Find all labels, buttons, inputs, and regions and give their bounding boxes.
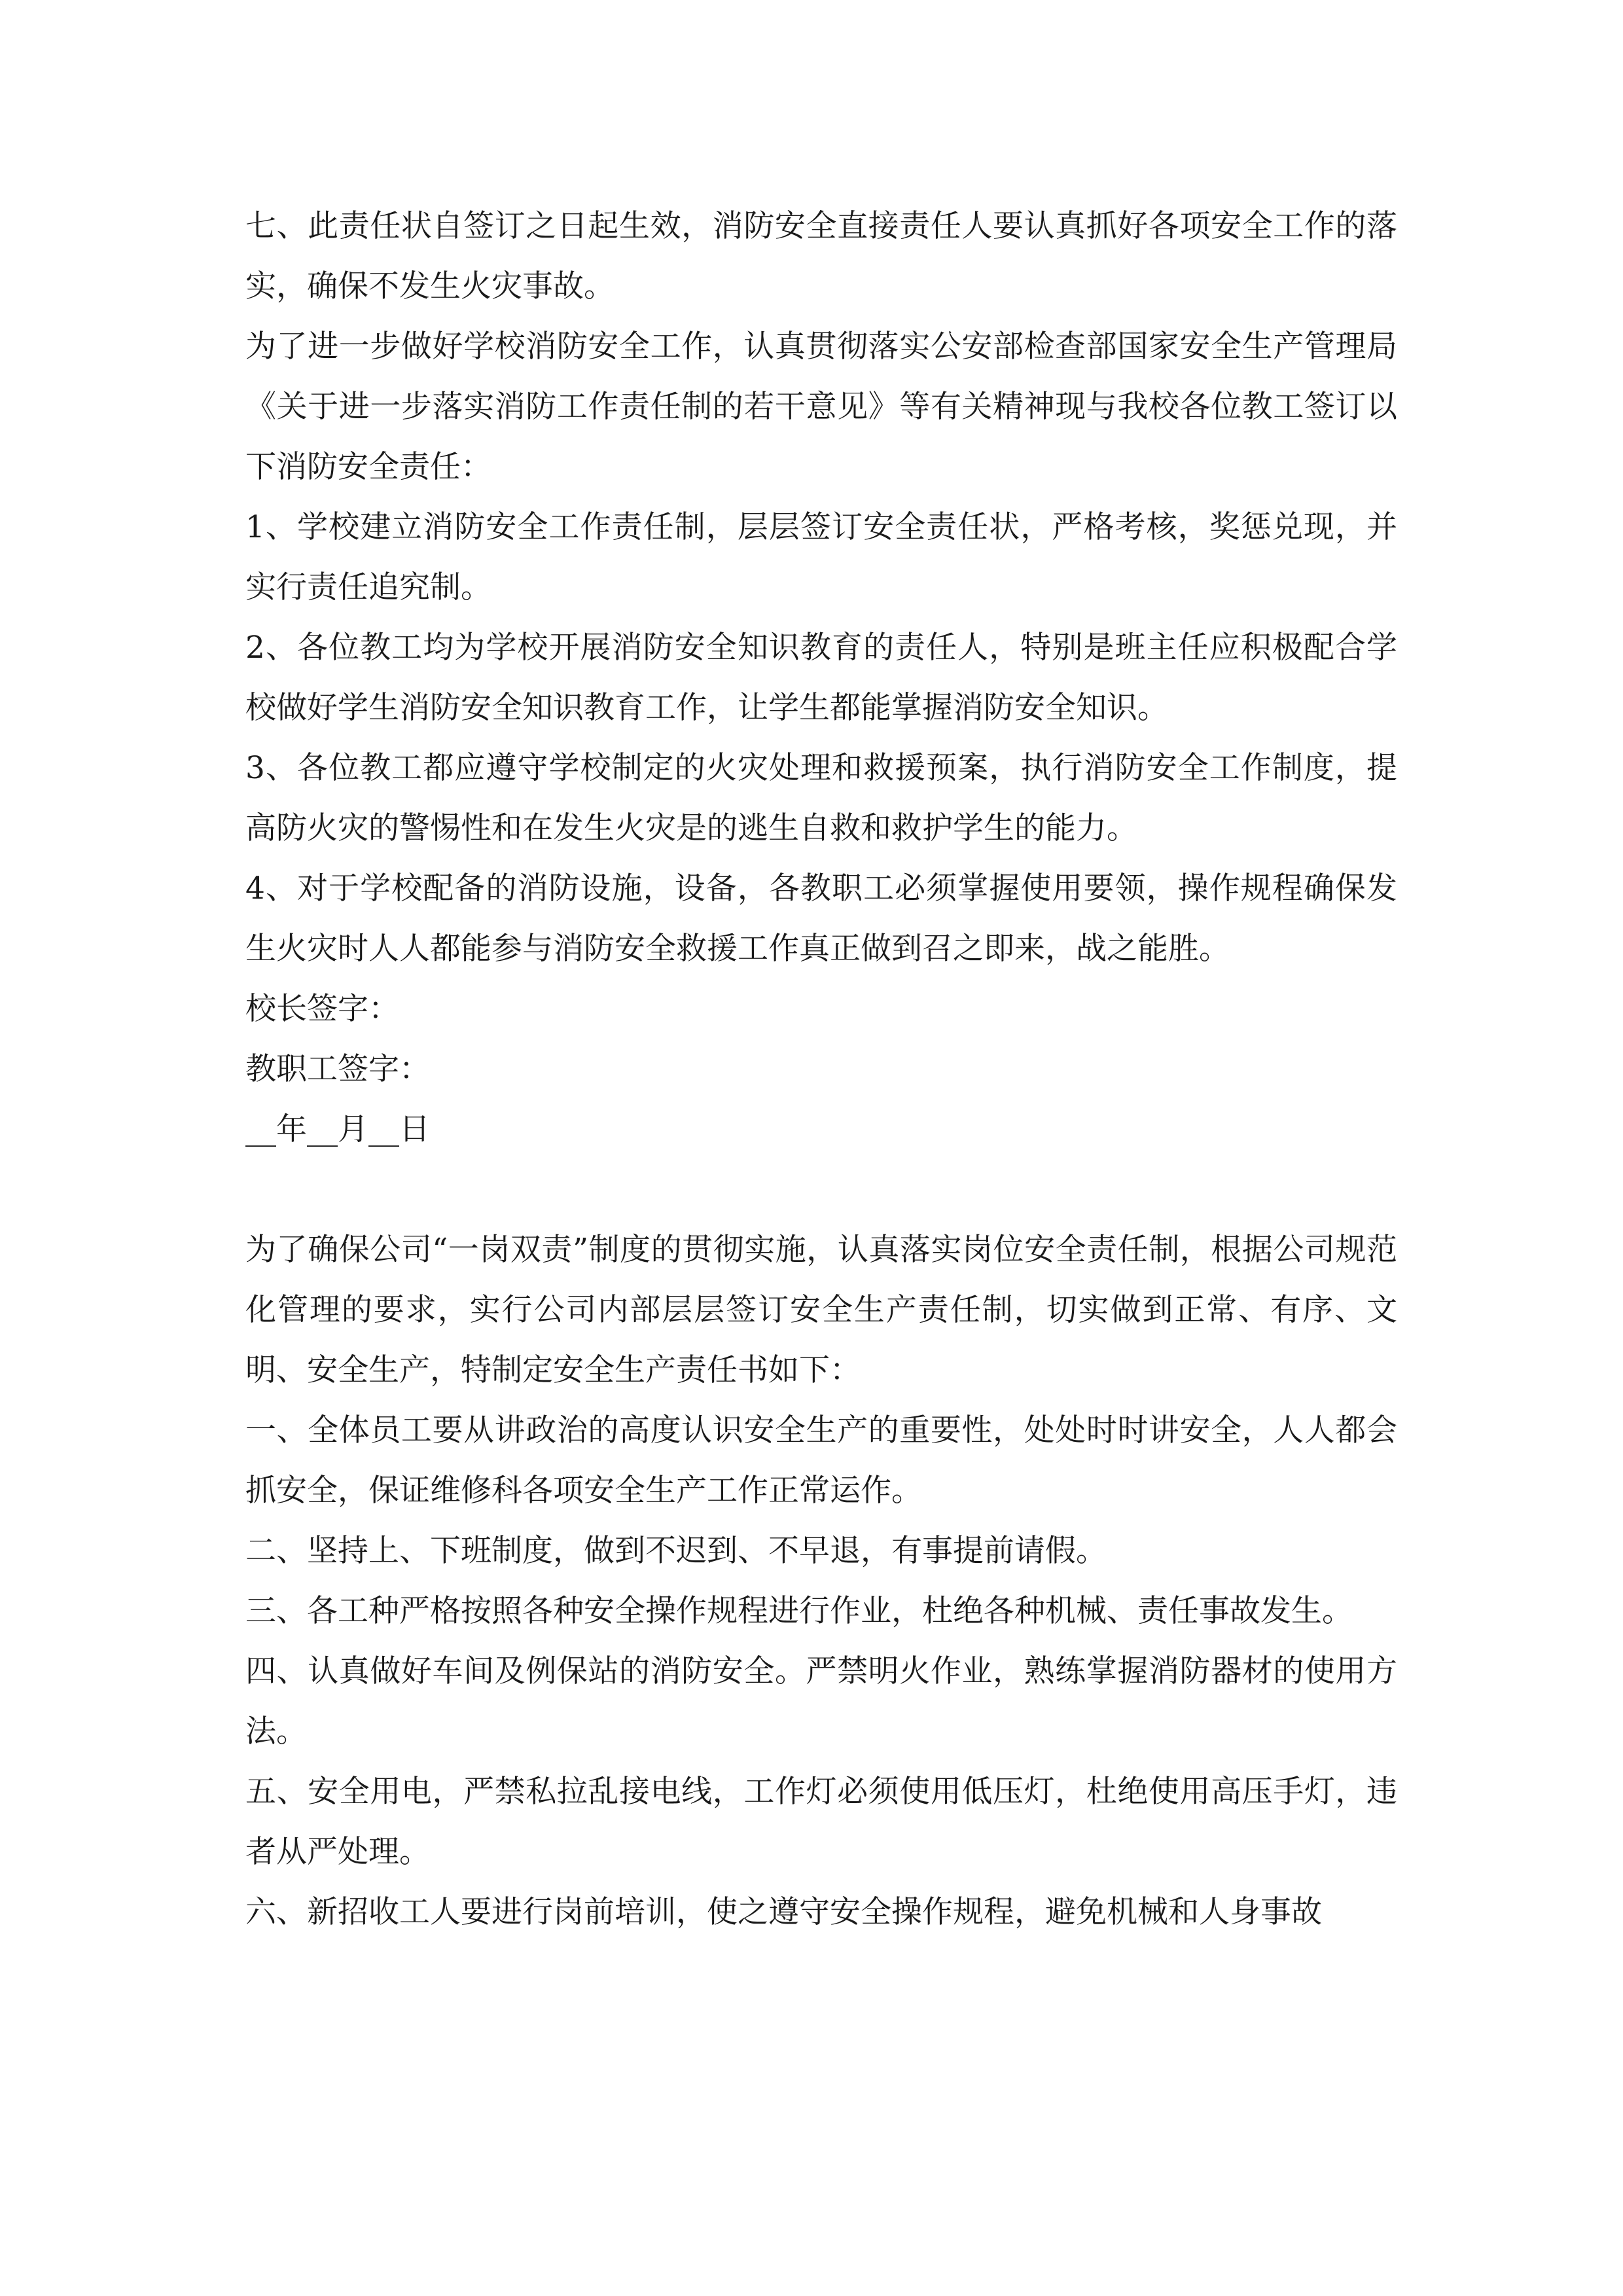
date-line: __年__月__日: [245, 1111, 430, 1147]
document-body: [245, 196, 1397, 1943]
staff-signature-line: 教职工签字：: [245, 1051, 430, 1087]
paragraph-clause-five: 五、安全用电，严禁私拉乱接电线，工作灯必须使用低压灯，杜绝使用高压手灯，违者从严处理。: [245, 1774, 1397, 1870]
paragraph-item-3: 3、各位教工都应遵守学校制定的火灾处理和救援预案，执行消防安全工作制度，提高防火灾的警惕性和在发生火灾是的逃生自救和救护学生的能力。: [245, 750, 1397, 846]
paragraph-clause-two: 二、坚持上、下班制度，做到不迟到、不早退，有事提前请假。: [245, 1533, 1107, 1569]
paragraph-clause-one: 一、全体员工要从讲政治的高度认识安全生产的重要性，处处时时讲安全，人人都会抓安全，保证维修科各项安全生产工作正常运作。: [245, 1412, 1397, 1509]
paragraph-school-intro: 为了进一步做好学校消防安全工作，认真贯彻落实公安部检查部国家安全生产管理局《关于进一步落实消防工作责任制的若干意见》等有关精神现与我校各位教工签订以下消防安全责任：: [245, 329, 1397, 485]
paragraph-clause-four: 四、认真做好车间及例保站的消防安全。严禁明火作业，熟练掌握消防器材的使用方法。: [245, 1653, 1397, 1749]
principal-signature-line: 校长签字：: [245, 991, 399, 1027]
section-divider-space: [245, 1160, 1397, 1220]
paragraph-company-intro: 为了确保公司“一岗双责”制度的贯彻实施，认真落实岗位安全责任制，根据公司规范化管理的要求，实行公司内部层层签订安全生产责任制，切实做到正常、有序、文明、安全生产，特制定安全生产责任书如下：: [245, 1232, 1397, 1388]
paragraph-clause-six: 六、新招收工人要进行岗前培训，使之遵守安全操作规程，避免机械和人身事故: [245, 1894, 1322, 1930]
paragraph-item-2: 2、各位教工均为学校开展消防安全知识教育的责任人，特别是班主任应积极配合学校做好学生消防安全知识教育工作，让学生都能掌握消防安全知识。: [245, 630, 1397, 726]
paragraph-clause-three: 三、各工种严格按照各种安全操作规程进行作业，杜绝各种机械、责任事故发生。: [245, 1593, 1353, 1629]
paragraph-clause-7: 七、此责任状自签订之日起生效，消防安全直接责任人要认真抓好各项安全工作的落实，确保不发生火灾事故。: [245, 208, 1397, 304]
paragraph-item-1: 1、学校建立消防安全工作责任制，层层签订安全责任状，严格考核，奖惩兑现，并实行责任追究制。: [245, 509, 1397, 605]
paragraph-item-4: 4、对于学校配备的消防设施，设备，各教职工必须掌握使用要领，操作规程确保发生火灾时人人都能参与消防安全救援工作真正做到召之即来，战之能胜。: [245, 870, 1397, 967]
